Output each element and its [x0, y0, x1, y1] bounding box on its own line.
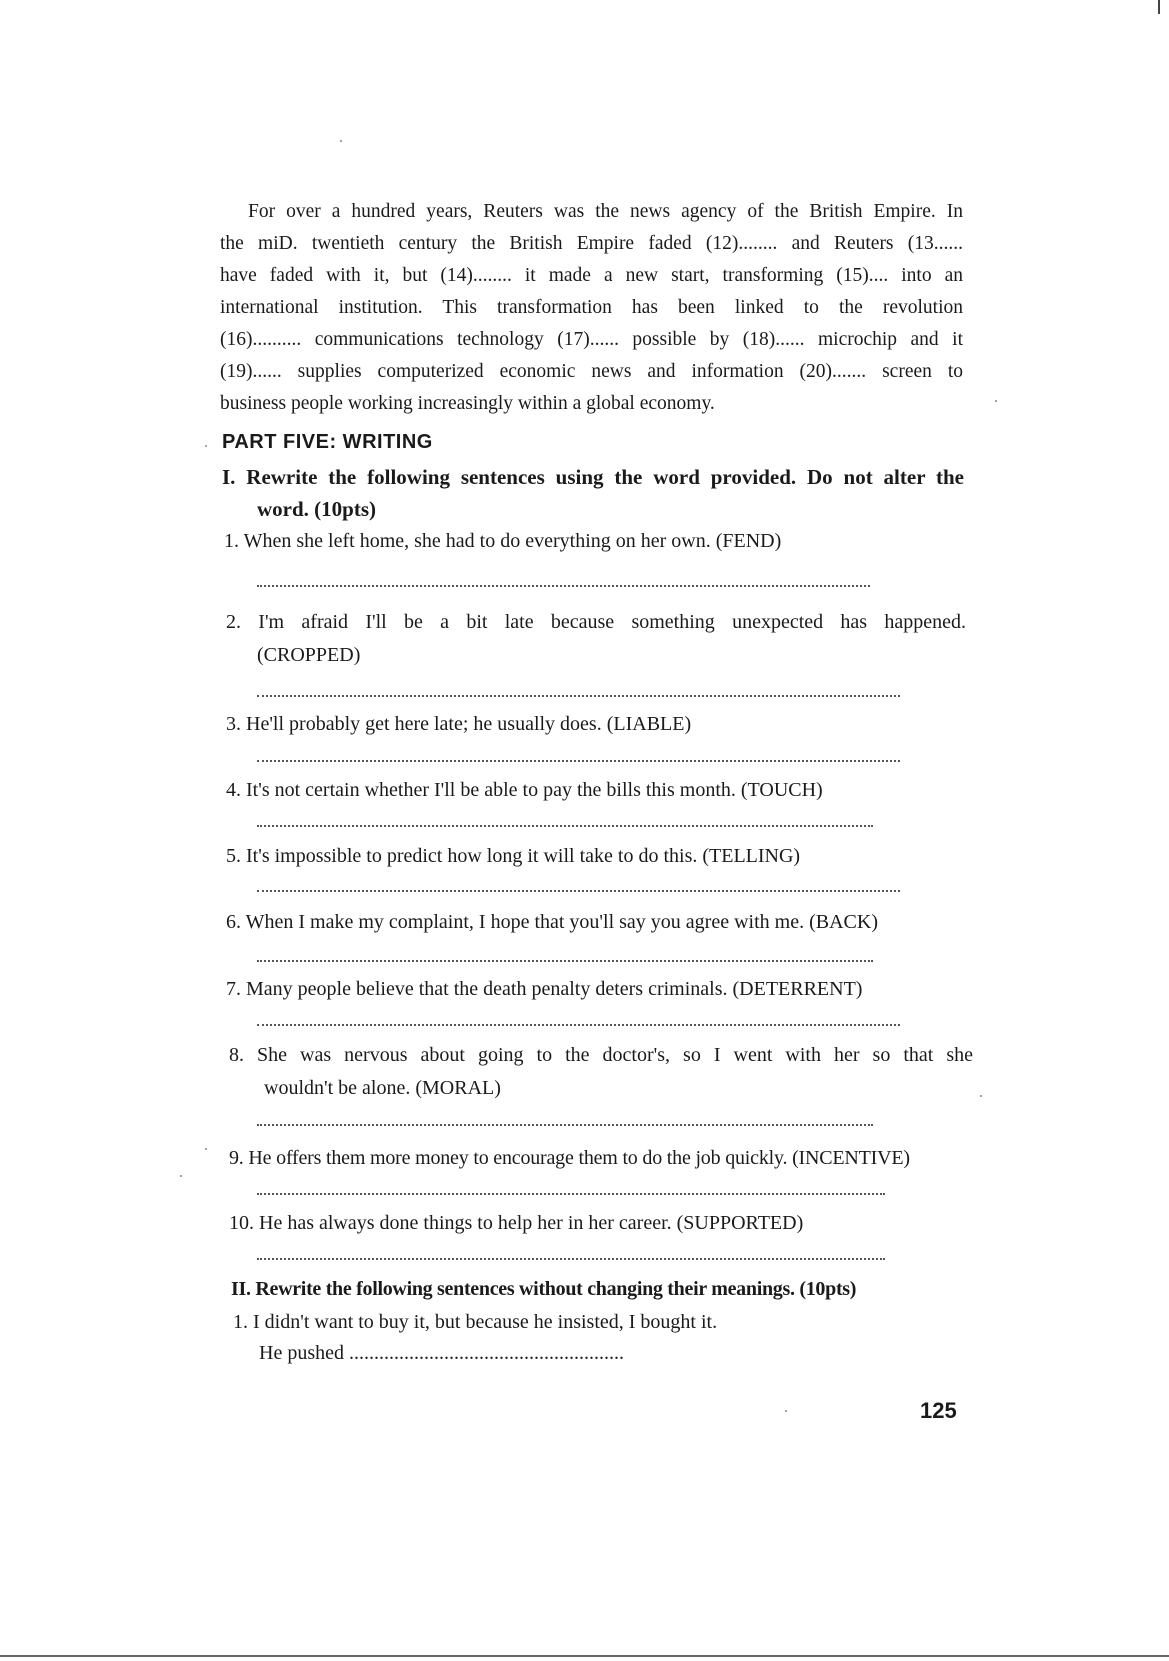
item-text: He has always done things to help her in her career. (SUPPORTED) [259, 1212, 804, 1234]
scan-speck [980, 1095, 982, 1097]
rewrite-prompt[interactable]: He pushed ....................................................... [259, 1342, 624, 1364]
section-two-title: II. Rewrite the following sentences without changing their meanings. (10pts) [231, 1278, 857, 1300]
item-number: 1. [233, 1311, 248, 1333]
item-text: I didn't want to buy it, but because he insisted, I bought it. [253, 1311, 718, 1333]
item-text: Many people believe that the death penalty deters criminals. (DETERRENT) [246, 978, 863, 1000]
exercise-item [226, 713, 691, 736]
passage-line: business people working increasingly within a global economy. [220, 393, 715, 414]
answer-line[interactable] [257, 890, 900, 892]
exercise-item [226, 779, 823, 802]
scan-edge-mark [1158, 0, 1160, 14]
answer-line[interactable] [257, 960, 873, 962]
passage-line: have faded with it, but (14)........ it made a new start, transforming (15).... into an [220, 265, 963, 286]
scan-speck [205, 1148, 207, 1150]
answer-line[interactable] [257, 1124, 873, 1126]
page-number: 125 [920, 1398, 957, 1423]
section-one-title-continued: word. (10pts) [257, 497, 376, 521]
item-number: 7. [226, 978, 241, 1000]
item-text: He'll probably get here late; he usually does. (LIABLE) [246, 713, 692, 735]
passage-line: the miD. twentieth century the British Empire faded (12)........ and Reuters (13...... [220, 233, 963, 254]
item-text: He offers them more money to encourage them to do the job quickly. (INCENTIVE) [248, 1147, 910, 1169]
item-number: 6. [226, 911, 241, 933]
scan-speck [995, 400, 997, 402]
scan-speck [340, 140, 342, 142]
section-one-title: I. Rewrite the following sentences using the word provided. Do not alter the [222, 465, 964, 489]
item-number: 2. [226, 611, 241, 633]
scan-speck [785, 1410, 787, 1412]
item-number: 8. [229, 1044, 244, 1066]
item-text: It's not certain whether I'll be able to pay the bills this month. (TOUCH) [246, 779, 823, 801]
scan-speck [180, 1175, 182, 1177]
exercise-item [224, 530, 781, 553]
exercise-item [233, 1311, 717, 1334]
answer-line[interactable] [257, 695, 900, 697]
item-text: She was nervous about going to the doctor's, so I went with her so that she [257, 1044, 974, 1066]
answer-line[interactable] [257, 585, 870, 587]
item-continuation: (CROPPED) [257, 644, 361, 666]
item-number: 1. [224, 530, 239, 552]
item-number: 9. [229, 1147, 244, 1169]
scan-bottom-edge [0, 1655, 1169, 1657]
exercise-item [229, 1147, 910, 1170]
item-continuation: wouldn't be alone. (MORAL) [264, 1077, 501, 1099]
exercise-item [226, 911, 878, 934]
passage-line: (19)...... supplies computerized economic news and information (20)....... screen to [220, 361, 963, 382]
answer-line[interactable] [257, 1193, 885, 1195]
item-text: I'm afraid I'll be a bit late because something unexpected has happened. [258, 611, 967, 633]
exercise-item [229, 1212, 803, 1235]
passage-line: For over a hundred years, Reuters was the news agency of the British Empire. In [248, 201, 963, 222]
exercise-item [226, 978, 862, 1001]
exercise-item [226, 845, 800, 868]
exercise-item [226, 611, 966, 634]
passage-line: international institution. This transformation has been linked to the revolution [220, 297, 963, 318]
scan-speck [205, 445, 207, 447]
passage-line: (16).......... communications technology (17)...... possible by (18)...... microchip and it [220, 329, 963, 350]
exercise-item [229, 1044, 973, 1067]
part-five-heading: PART FIVE: WRITING [222, 431, 433, 453]
item-number: 5. [226, 845, 241, 867]
answer-line[interactable] [257, 1258, 885, 1260]
item-text: It's impossible to predict how long it will take to do this. (TELLING) [246, 845, 801, 867]
item-text: When she left home, she had to do everything on her own. (FEND) [243, 530, 782, 552]
answer-line[interactable] [257, 760, 900, 762]
answer-line[interactable] [257, 1024, 900, 1026]
item-number: 3. [226, 713, 241, 735]
item-text: When I make my complaint, I hope that you'll say you agree with me. (BACK) [245, 911, 878, 933]
item-number: 4. [226, 779, 241, 801]
answer-line[interactable] [257, 825, 873, 827]
item-number: 10. [229, 1212, 254, 1234]
